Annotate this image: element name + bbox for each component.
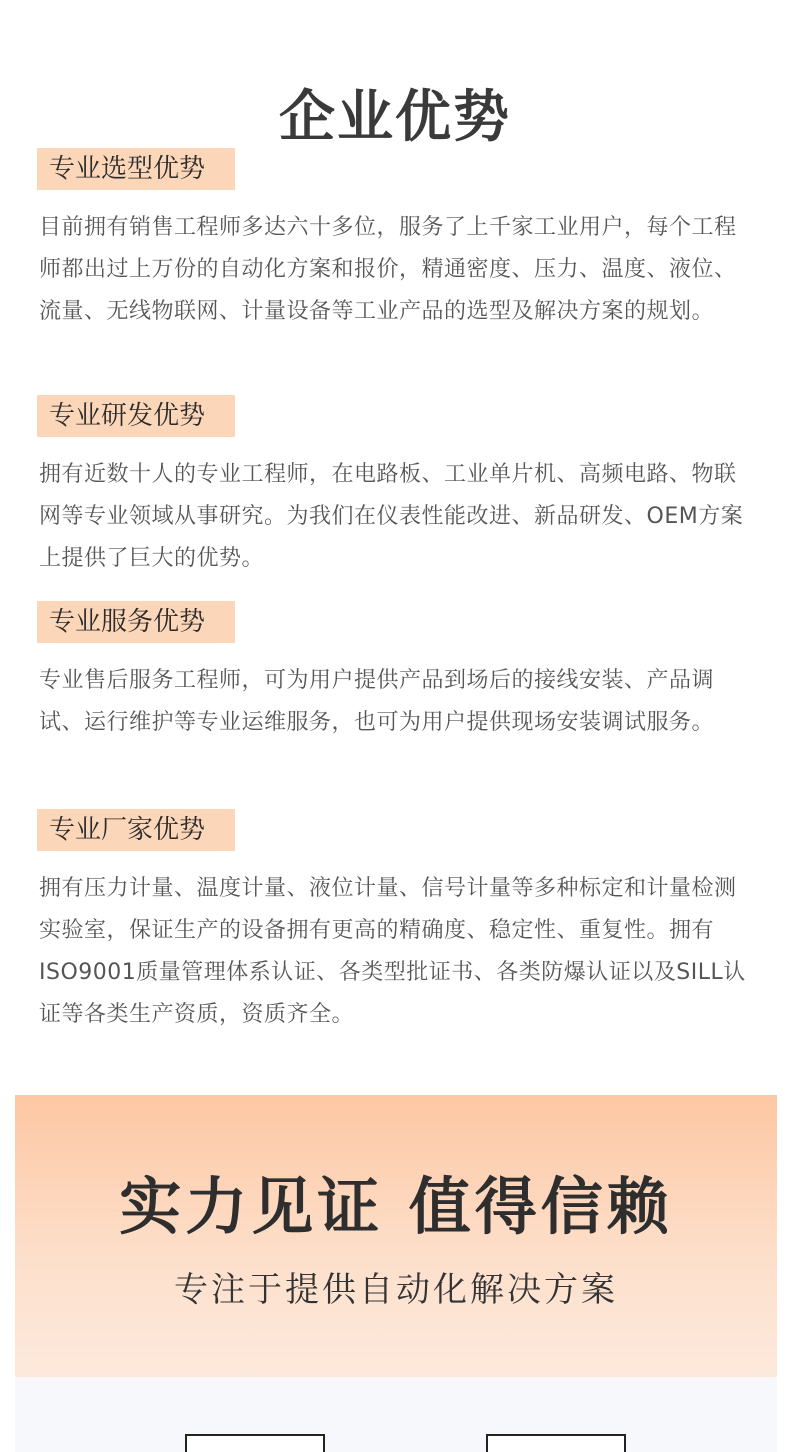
section-heading-rnd: 专业研发优势 — [37, 395, 235, 437]
outline-box-left — [185, 1434, 325, 1452]
section-heading-manufacturer: 专业厂家优势 — [37, 809, 235, 851]
page-title: 企业优势 — [279, 83, 511, 150]
section-body-manufacturer: 拥有压力计量、温度计量、液位计量、信号计量等多种标定和计量检测实验室，保证生产的设备拥有更高的精确度、稳定性、重复性。拥有ISO9001质量管理体系认证、各类型批证书、各类防爆认证以及SILL认证等各类生产资质，资质齐全。 — [39, 876, 746, 1027]
trust-banner — [15, 1095, 777, 1377]
section-body-selection: 目前拥有销售工程师多达六十多位，服务了上千家工业用户，每个工程师都出过上万份的自动化方案和报价，精通密度、压力、温度、液位、流量、无线物联网、计量设备等工业产品的选型及解决方案的规划。 — [39, 215, 737, 324]
lower-panel — [15, 1377, 777, 1452]
section-body-rnd: 拥有近数十人的专业工程师，在电路板、工业单片机、高频电路、物联网等专业领域从事研究。为我们在仪表性能改进、新品研发、OEM方案上提供了巨大的优势。 — [39, 462, 744, 571]
banner-subtitle: 专注于提供自动化解决方案 — [174, 1270, 618, 1310]
banner-title: 实力见证 值得信赖 — [119, 1170, 673, 1243]
outline-box-right — [486, 1434, 626, 1452]
section-heading-selection: 专业选型优势 — [37, 148, 235, 190]
section-heading-service: 专业服务优势 — [37, 601, 235, 643]
section-body-service: 专业售后服务工程师，可为用户提供产品到场后的接线安装、产品调试、运行维护等专业运维服务，也可为用户提供现场安装调试服务。 — [39, 668, 715, 735]
